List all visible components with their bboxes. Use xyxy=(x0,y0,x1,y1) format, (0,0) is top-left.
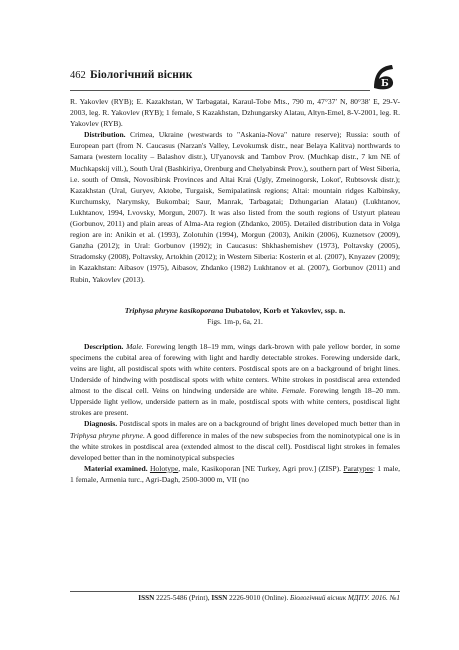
paragraph-distribution: Distribution. Crimea, Ukraine (westwards to "Askania-Nova" nature reserve); Russia: south of European part (from N. Caucasus (Narzan's Valley, Levokumsk distr., near Belaya Kalitva) northwards to Samara (western locality – Balashov distr.), Ul'yanovsk and Tambov Prov. (Muchkap distr., 7 km NE of Muchkapskij vill.), South Ural (Bashkiriya, Orenburg and Chelyabinsk Prov.), southern part of West Siberia, i.e. south of Omsk, Novosibirsk Provinces and Altai Krai (Ugly, Zmeinogorsk, Lokot', Rubtsovsk distr.); Kazakhstan (Ural, Guryev, Aktobe, Turgaisk, Semipalatinsk regions; Altai: mountain ridges Kalbinsky, Kurchumsky, Narymsky, Bukombai; Saur, Manrak, Tarbagatai; Dzhungarian Alatau) (Lukhtanov, Lukhtanov, 1994, Lvovsky, Morgun, 2007). It was also listed from the south regions of Ustyurt plateau (Gorbunov, 2011) and plain areas of Alma-Ata region (Zhdanko, 2005). Detailed distribution data in Volga region are in: Anikin et al. (1993), Zolotuhin (1994), Morgun (2003), Anikin (2006), Kuznetsov (2009), Ganzha (2012); in Ural: Gorbunov (1992); in Caucasus: Shkhashemishev (1973), Poltavsky (2005), Stradomsky (2008), Poltavsky, Artokhin (2012); in Western Siberia: Kosterin et al. (2007), Knyazev (2009); in Kazakhstan: Aibasov (1975), Aibasov, Zhdanko (1982) Lukhtanov et al. (2007), Gorbunov (2011) and Rubin, Yakovlev (2013). xyxy=(70,130,400,284)
figure-reference: Figs. 1m-p, 6a, 21. xyxy=(207,316,263,326)
journal-title: Біологічний вісник xyxy=(90,69,193,81)
article-body xyxy=(70,96,400,485)
journal-reference: Біологічний вісник МДПУ. 2016. №1 xyxy=(290,594,400,602)
paratypes-label: Paratypes xyxy=(343,463,373,473)
male-label: Male. xyxy=(126,341,144,351)
species-heading xyxy=(70,305,400,327)
holotype-label: Holotype xyxy=(149,463,179,473)
page-footer: ISSN 2225-5486 (Print), ISSN 2226-9010 (Online). Біологічний вісник МДПУ. 2016. №1 xyxy=(138,594,400,602)
diagnosis-species: Triphysa phryne phryne xyxy=(70,430,143,440)
description-label: Description. xyxy=(84,341,124,351)
species-authors: Dubatolov, Korb et Yakovlev, ssp. n. xyxy=(223,305,346,315)
journal-logo-icon xyxy=(370,62,398,92)
header-rule xyxy=(70,90,370,91)
paragraph-material-continued: R. Yakovlev (RYB); E. Kazakhstan, W Tarbagatai, Karaul-Tobe Mts., 790 m, 47°37′ N, 80°38′ E, 29-V-2003, leg. R. Yakovlev (RYB); 1 female, S Kazakhstan, Dzhungarsky Alatau, Altyn-Emel, 8-V-2001, leg. R. Yakovlev (RYB). xyxy=(70,97,400,129)
distribution-label: Distribution. xyxy=(84,130,126,140)
material-label: Material examined. xyxy=(84,463,148,473)
logo-letter: Б xyxy=(381,79,389,89)
paragraph-diagnosis: Diagnosis. Postdiscal spots in males are on a background of bright lines developed much better than in Triphysa phryne phryne. A good difference in males of the new subspecies from the nominotypical one is in the white strokes in postdiscal area (extended almost to the discal cell). Postdiscal light strokes in females developed better than in the nominotypical subspecies xyxy=(70,419,400,462)
species-name: Triphysa phryne kasikoporana xyxy=(124,305,224,315)
diagnosis-label: Diagnosis. xyxy=(84,419,118,429)
female-label: Female. xyxy=(281,386,307,396)
paragraph-description: Description. Male. Forewing length 18–19 mm, wings dark-brown with pale yellow border, in some specimens the cubital area of forewing with light and hardly detectable strokes. Forewing underside dark, veins are light, all postdiscal spots with white centers. Postdiscal spots are on a background of bright lines. Underside of hindwing with postdiscal spots with white centers. White strokes in postdiscal area extended almost to the discal cell. Veins on hindwing underside are white. Female. Forewing length 18–20 mm. Upperside light yellow, underside pattern as in male, postdiscal spots with white centers, postdiscal light strokes are present. xyxy=(70,341,400,418)
paragraph-material: Material examined. Holotype, male, Kasikoporan [NE Turkey, Agri prov.] (ZISP). Paratypes: 1 male, 1 female, Armenia turc., Agri-Dagh, 2500-3000 m, VII (no xyxy=(70,463,401,484)
footer-rule xyxy=(70,591,400,592)
page-number: 462 xyxy=(70,70,86,81)
